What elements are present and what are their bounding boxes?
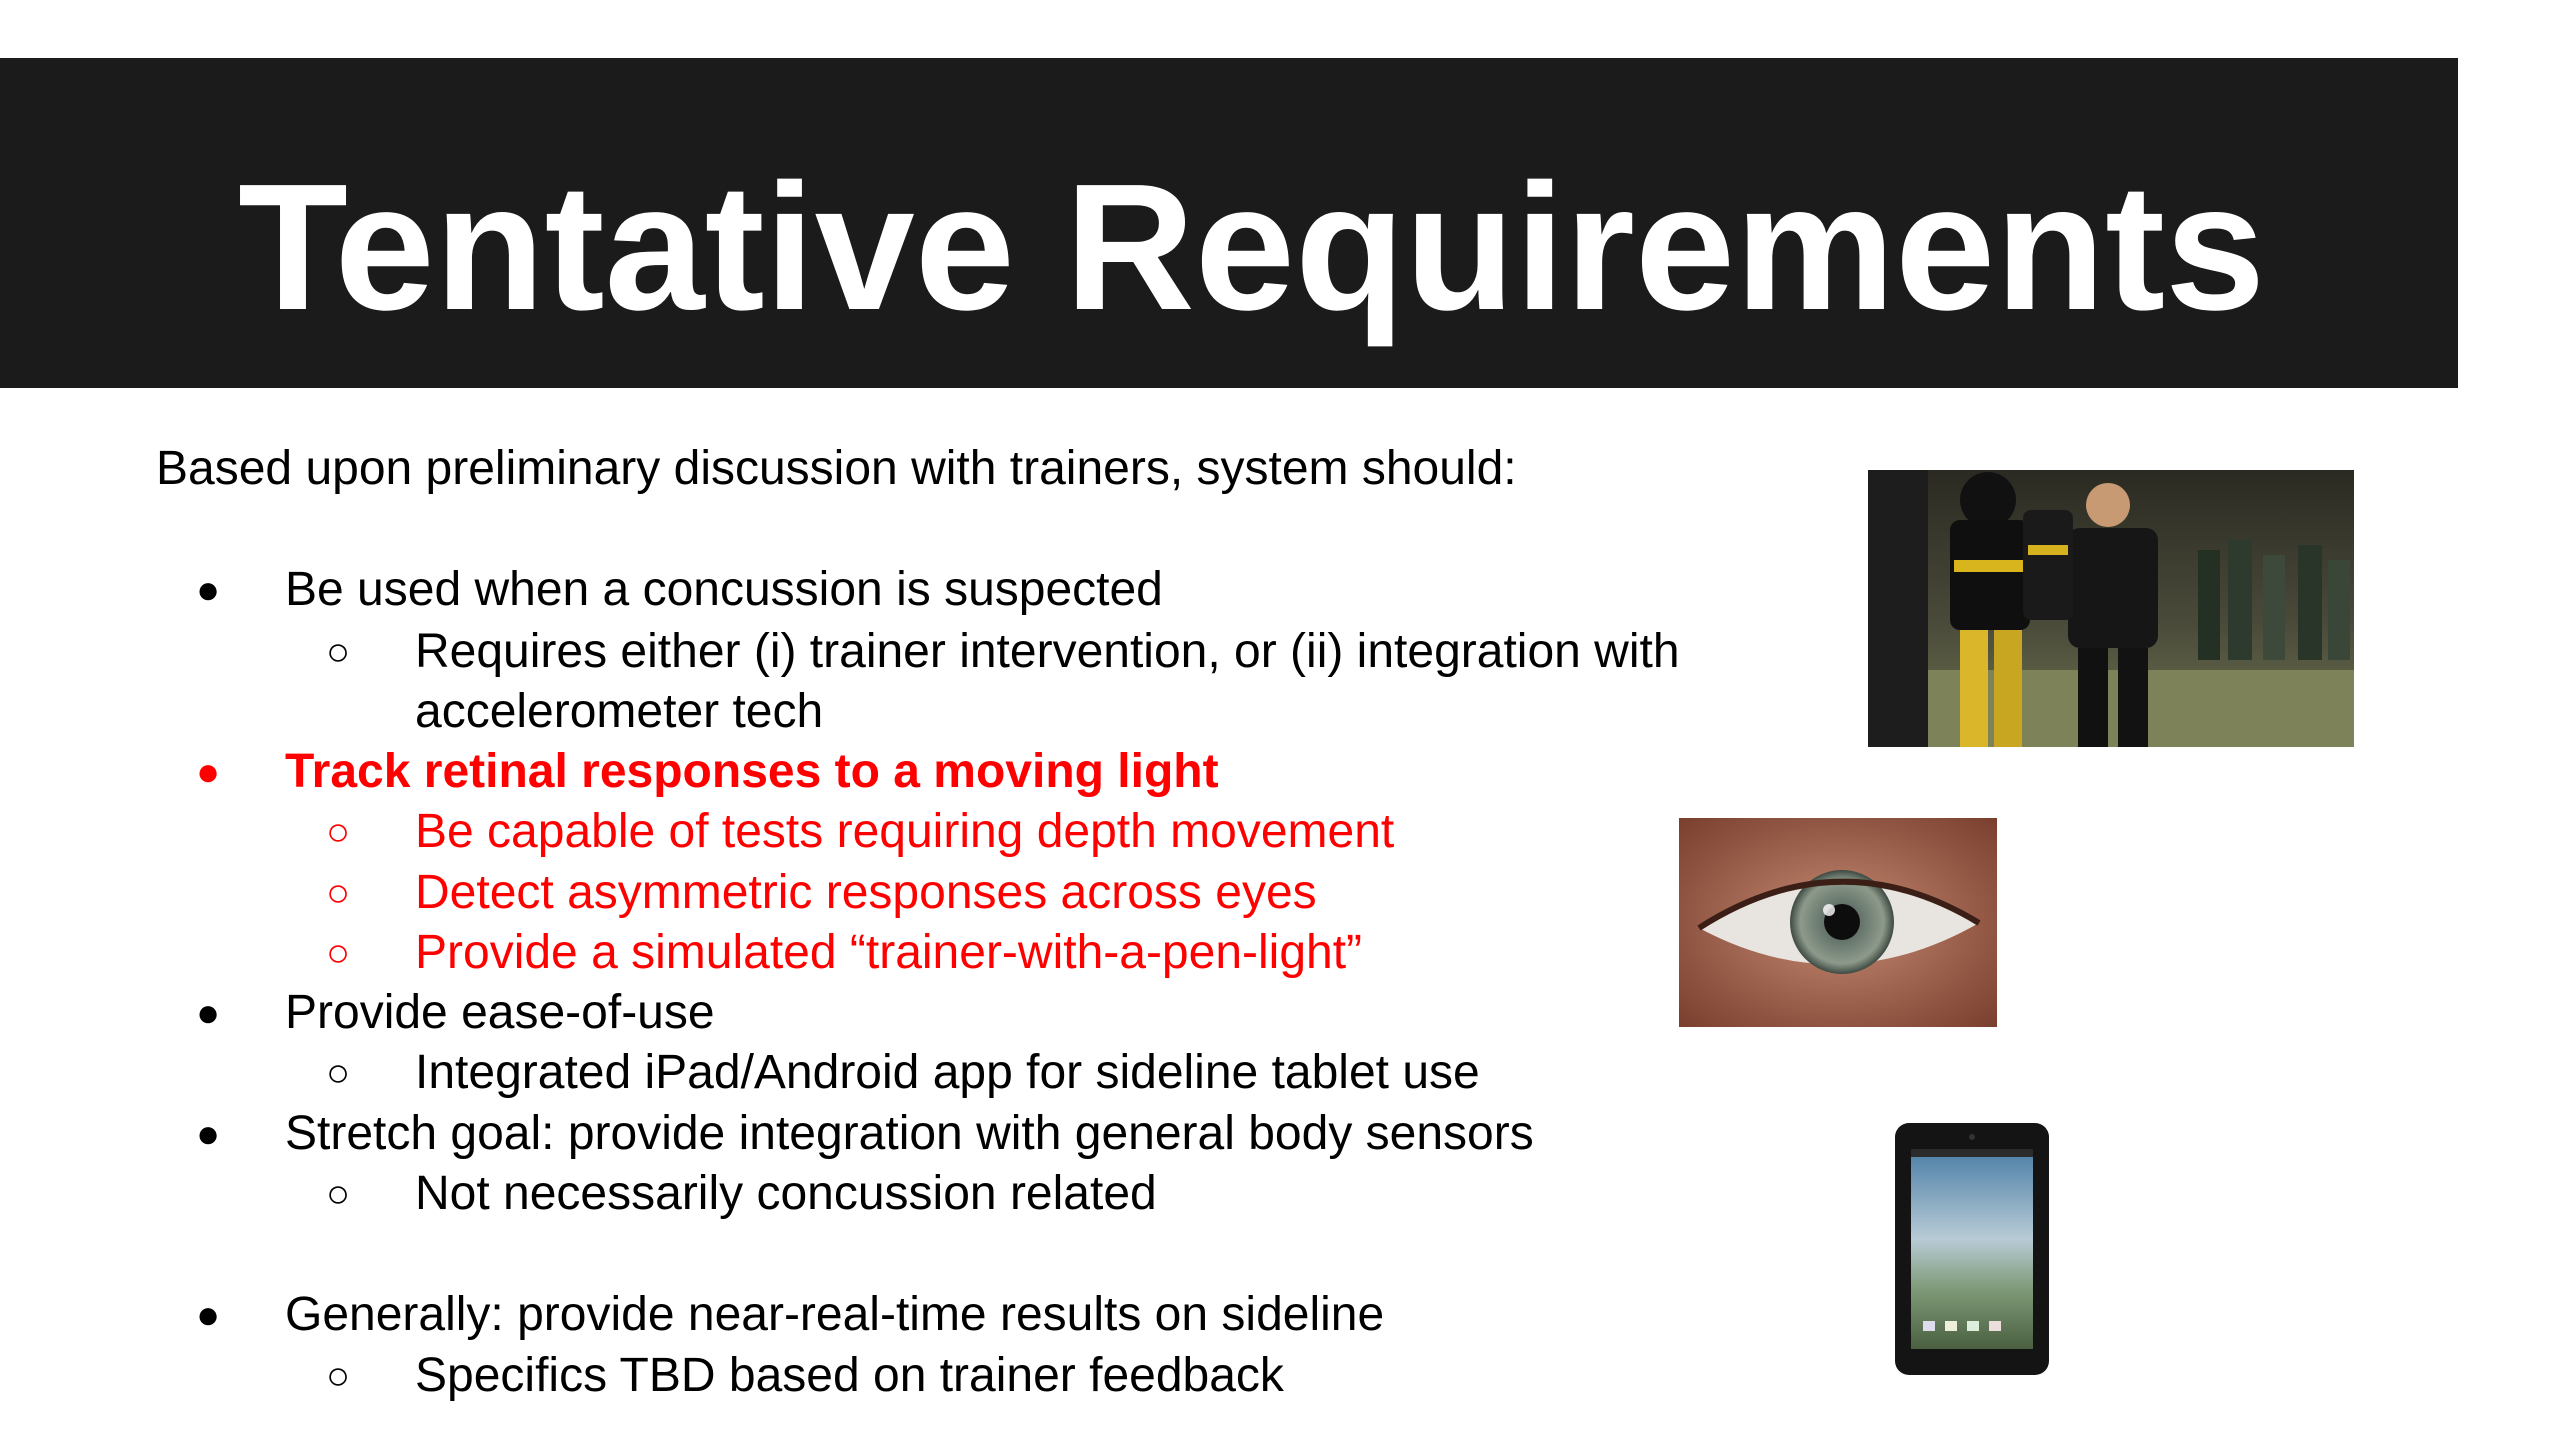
bullet-text-highlight: Track retinal responses to a moving light — [285, 745, 1219, 798]
sub-bullet-marker: ○ — [326, 630, 351, 674]
slide-title: Tentative Requirements — [238, 147, 2266, 348]
bullet-text: Be used when a concussion is suspected — [285, 563, 1163, 616]
sub-bullet-marker: ○ — [326, 1051, 351, 1095]
sub-bullet-text: Be capable of tests requiring depth movement — [415, 805, 1395, 858]
bullet-marker: ● — [196, 1112, 221, 1156]
sub-bullet-text: Requires either (i) trainer intervention, or (ii) integration with — [415, 625, 1680, 678]
bullet-text: Generally: provide near-real-time results on sideline — [285, 1288, 1385, 1341]
sub-bullet-text: Specifics TBD based on trainer feedback — [415, 1349, 1284, 1402]
sub-bullet-text: Integrated iPad/Android app for sideline tablet use — [415, 1046, 1480, 1099]
football-sideline-photo — [1868, 470, 2354, 747]
eye-closeup-photo — [1679, 818, 1997, 1027]
sub-bullet-text: Detect asymmetric responses across eyes — [415, 866, 1317, 919]
bullet-marker: ● — [196, 1293, 221, 1337]
sub-bullet-text: Not necessarily concussion related — [415, 1167, 1157, 1220]
sub-bullet-text: Provide a simulated “trainer-with-a-pen-light” — [415, 926, 1363, 979]
bullet-marker: ● — [196, 991, 221, 1035]
sub-bullet-marker: ○ — [326, 1354, 351, 1398]
sub-bullet-marker: ○ — [326, 931, 351, 975]
sub-bullet-text-continued: accelerometer tech — [415, 685, 824, 738]
bullet-text: Stretch goal: provide integration with general body sensors — [285, 1107, 1534, 1160]
intro-text: Based upon preliminary discussion with trainers, system should: — [156, 442, 1517, 495]
sub-bullet-marker: ○ — [326, 810, 351, 854]
sub-bullet-marker: ○ — [326, 1172, 351, 1216]
bullet-marker: ● — [196, 568, 221, 612]
bullet-text: Provide ease-of-use — [285, 986, 715, 1039]
bullet-marker: ● — [196, 750, 221, 794]
sub-bullet-marker: ○ — [326, 871, 351, 915]
tablet-device-photo — [1893, 1121, 2051, 1377]
